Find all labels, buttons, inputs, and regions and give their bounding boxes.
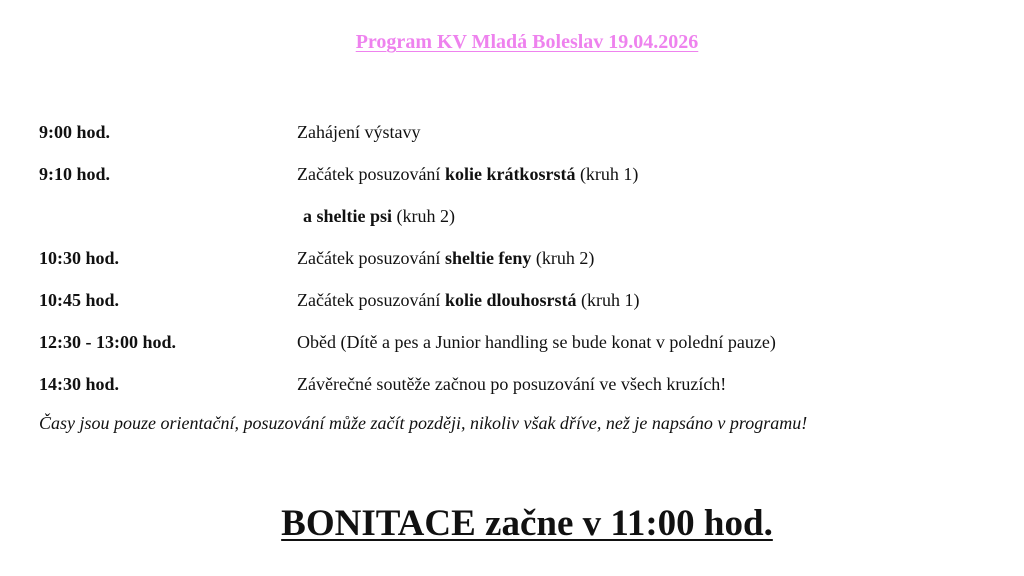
- schedule-row: [39, 289, 999, 331]
- schedule-desc: [297, 373, 726, 395]
- disclaimer-note: Časy jsou pouze orientační, posuzování může začít později, nikoliv však dříve, než je napsáno v programu!: [39, 413, 808, 433]
- schedule-time: 9:00 hod.: [39, 122, 111, 142]
- desc-bold-text: kolie dlouhosrstá: [444, 290, 577, 310]
- desc-bold-text: sheltie feny: [444, 248, 532, 268]
- desc-text: Začátek posuzování: [297, 290, 445, 310]
- schedule-row: [39, 163, 999, 205]
- schedule-time: 10:30 hod.: [39, 248, 120, 268]
- schedule-desc: [297, 163, 638, 185]
- schedule-desc: [303, 205, 455, 227]
- desc-bold-text: kolie krátkosrstá: [444, 164, 576, 184]
- desc-text: (kruh 2): [392, 206, 455, 226]
- desc-text: (kruh 2): [531, 248, 595, 268]
- schedule-row: [39, 247, 999, 289]
- desc-bold-text: a sheltie psi: [303, 206, 393, 226]
- schedule-time: 9:10 hod.: [39, 164, 111, 184]
- desc-text: (kruh 1): [576, 290, 640, 310]
- desc-text: Zahájení výstavy: [297, 122, 421, 142]
- desc-text: Závěrečné soutěže začnou po posuzování ve všech kruzích!: [297, 374, 727, 394]
- schedule-row: [39, 331, 999, 373]
- schedule-row: [39, 205, 999, 247]
- schedule-desc: [297, 331, 776, 353]
- schedule-desc: [297, 247, 594, 269]
- schedule-row: [39, 121, 999, 163]
- schedule-list: [39, 121, 999, 415]
- desc-text: Začátek posuzování: [297, 248, 445, 268]
- schedule-row: [39, 373, 999, 415]
- page-title: Program KV Mladá Boleslav 19.04.2026: [355, 31, 699, 53]
- schedule-desc: [297, 289, 639, 311]
- schedule-time: 10:45 hod.: [39, 290, 120, 310]
- bonitace-heading: BONITACE začne v 11:00 hod.: [281, 503, 773, 544]
- desc-text: (kruh 1): [575, 164, 639, 184]
- schedule-desc: [297, 121, 420, 143]
- desc-text: Oběd (Dítě a pes a Junior handling se bude konat v polední pauze): [297, 332, 776, 352]
- schedule-time: 14:30 hod.: [39, 374, 120, 394]
- schedule-time: 12:30 - 13:00 hod.: [39, 332, 177, 352]
- desc-text: Začátek posuzování: [297, 164, 445, 184]
